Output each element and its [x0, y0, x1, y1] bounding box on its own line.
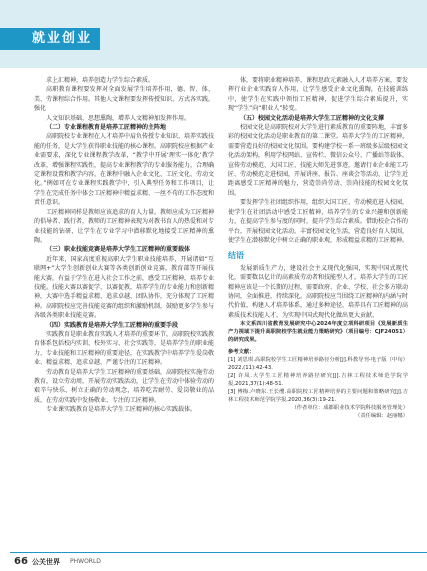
section-heading: （五）校园文化活动是培养大学生工匠精神的文化支撑: [240, 114, 385, 122]
publication-name-en: PHWORLD: [70, 558, 101, 565]
conclusion-heading: 结语: [228, 251, 244, 261]
references-title: 参考文献：: [228, 349, 255, 356]
author-affiliation: （作者单位：成都职业技术学院科技服务管理处）: [291, 405, 408, 412]
reference-item: [3] 傅梅.卢晓东.王长缨.高职院校工匠精神培养的主要问题和策略研究[J].吉林工程技术师范学院学报,2020,36(3):19-21.: [228, 389, 408, 404]
reference-item: [1] 刘思琪.高职院校学生工匠精神培养路径分析[J].科教导刊-电子版（中旬）2022,(11):42-43.: [228, 357, 408, 372]
paragraph: 发展新质生产力，建设社会主义现代化强国，实现中国式现代化，需要数以亿计的高素质劳动者和技能型人才。培养大学生的工匠精神应该是一个长期的过程，需要政府、企业、学校、社会多方联动协同，全面推进，持续深化。高职院校应当围绕工匠精神的内涵与时代价值，构建人才培养体系，通过多种途径，培养具有工匠精神的高素质技术技能人才，为实现中国式现代化做出更大贡献。: [228, 264, 409, 319]
footer-divider: [10, 552, 427, 553]
section-tag: 就业创业: [0, 28, 100, 50]
paragraph: 专业课实践教育是培养大学生工匠精神的核心实践载体。: [46, 406, 197, 414]
reference-item: [2] 许凤.大学生工匠精神培养路径研究[J].吉林工程技术师范学院学报,2021,37(1):48-51.: [228, 373, 408, 388]
right-column-body: [228, 76, 408, 320]
references-block: [228, 320, 408, 420]
fund-note: 本文系四川省教育发展研究中心2024年度立项科研项目《发展新质生产力视域下提升高职院校学生就业能力策略研究》（项目编号：CJF24051）的研究成果。: [228, 321, 408, 344]
paragraph: 劳动教育是培养大学生工匠精神的重要基础，高职院校实施劳动教育，设立劳动周，开展劳动实践活动，让学生在劳动中体验劳动的艰辛与快乐，树立正确的劳动观念，培养吃苦耐劳、爱岗敬业的品质，在劳动实践中发扬敬业、专注的工匠精神。: [34, 368, 215, 404]
paragraph: 要发挥学生社团组织作用，组织大国工匠、劳动模范进入校园，使学生在社团活动中感受工匠精神，培养学生的专业兴趣和创新能力，在提高学生参与度的同时，提升学生综合素质。借助校企合作的平台，开展校园文化活动，丰富校园文化生活，营造良好育人氛围，使学生在潜移默化中树立正确的职业观，形成精益求精的工匠精神。: [228, 199, 409, 244]
paragraph: 校园文化是高职院校对大学生进行素质教育的重要阵地，丰富多彩的校园文化活动是职业教育的第二课堂。培养大学生的工匠精神，需要营造良好的校园文化氛围。要构建学校一系一班级多层级校园文化活动架构，利用学校网站、宣传栏、微信公众号、广播站等载体，宣传劳动模范、大国工匠、技能大师先进事迹，邀请行业企业能工巧匠、劳动模范走进校园，开展讲座、报告、座谈会等活动，让学生近距离感受工匠精神的魅力，营造崇尚劳动、崇尚技能的校园文化氛围。: [228, 124, 409, 197]
paragraph: 高职教育课程要发挥对全面发展学生培养作用，德、智、体、美、劳课程综合作用。其他人文课程要发挥传授知识、方式各实践，强化: [34, 86, 215, 113]
page-number: 66: [14, 556, 28, 567]
paragraph: 体，要将职业精神培养、课程思政元素融入人才培养方案，要发挥行业企业实践育人作用，让学生感受企业文化熏陶，在技能训练中，使学生在实践中领悟工匠精神，促进学生综合素质提升，实现“学生”向“职业人”转变。: [228, 77, 409, 113]
paragraph: 实践教育是职业教育实践人才培养的重要环节，高职院校实践教育体系包括校内实训、校外实习、社会实践等，是培养学生的职业能力、专业技能和工匠精神的重要途径，在实践教学中培养学生爱岗敬业、精益求精、追求卓越、严谨专注的工匠精神。: [34, 330, 215, 367]
paragraph: 求上汇精神，培养创造力学生综合素质。: [46, 77, 155, 84]
paragraph: 近年来，国家高度重视高职大学生职业技能培养，开展诸如“互联网+”大学生创新创业大赛等各类创新创业竞赛，教育部等开展技能大赛，有益于学生在进入社会工作之前，感受工匠精神，培养专业技能。技能大赛以赛促学、以赛促教，培养学生的专业能力和创新精神，大赛中选手精益求精、追求卓越、团队协作，充分体现了工匠精神。高职院校应完善技能竞赛的组织和激励机制，鼓励更多学生参与各级各类职业技能竞赛。: [34, 255, 215, 320]
paragraph: 高职院校专业课程在人才培养中肩负传授专业知识、培养实践技能的任务，是大学生获得职业技能的核心课程。高职院校应根据产业业需要求，深化专业课程教学改革，“教学中开展‘理实一体化’教学改革，增强课程实践性，提高专业课程教学的专业服务能力，合理确定课程设置和教学内容，在课程中融入企业文化、工匠文化、劳动文化。”例如可在专业课程实践教学中，引入典型任务和工作项目，让学生在完成任务中体会工匠精神中精益求精、一丝不苟的工作态度和责任意识。: [34, 133, 215, 207]
page-footer: [0, 552, 427, 571]
editor-line: （责任编辑：赵丽娜）: [355, 413, 408, 420]
paragraph: 工匠精神同样是教师应该追求的育人力量。教师应成为工匠精神的倡导者、践行者，教师的工匠精神表现为对教书育人的热爱和对专业技能的钻研，让学生在专业学习中潜移默化地接受工匠精神的熏陶。: [34, 208, 215, 244]
section-heading: （四）实践教育是培养大学生工匠精神的重要手段: [46, 321, 179, 329]
section-heading: （三）职业技能竞赛是培养大学生工匠精神的重要载体: [46, 246, 191, 254]
publication-name: 公关世界: [32, 558, 60, 566]
right-column: [228, 76, 408, 420]
section-heading: （二）专业课程教育是培养工匠精神的主阵地: [46, 124, 167, 132]
left-column: [34, 76, 214, 415]
paragraph: 人文知识基础、思想熏陶，增养人文精神加发挥作用。: [46, 114, 191, 122]
